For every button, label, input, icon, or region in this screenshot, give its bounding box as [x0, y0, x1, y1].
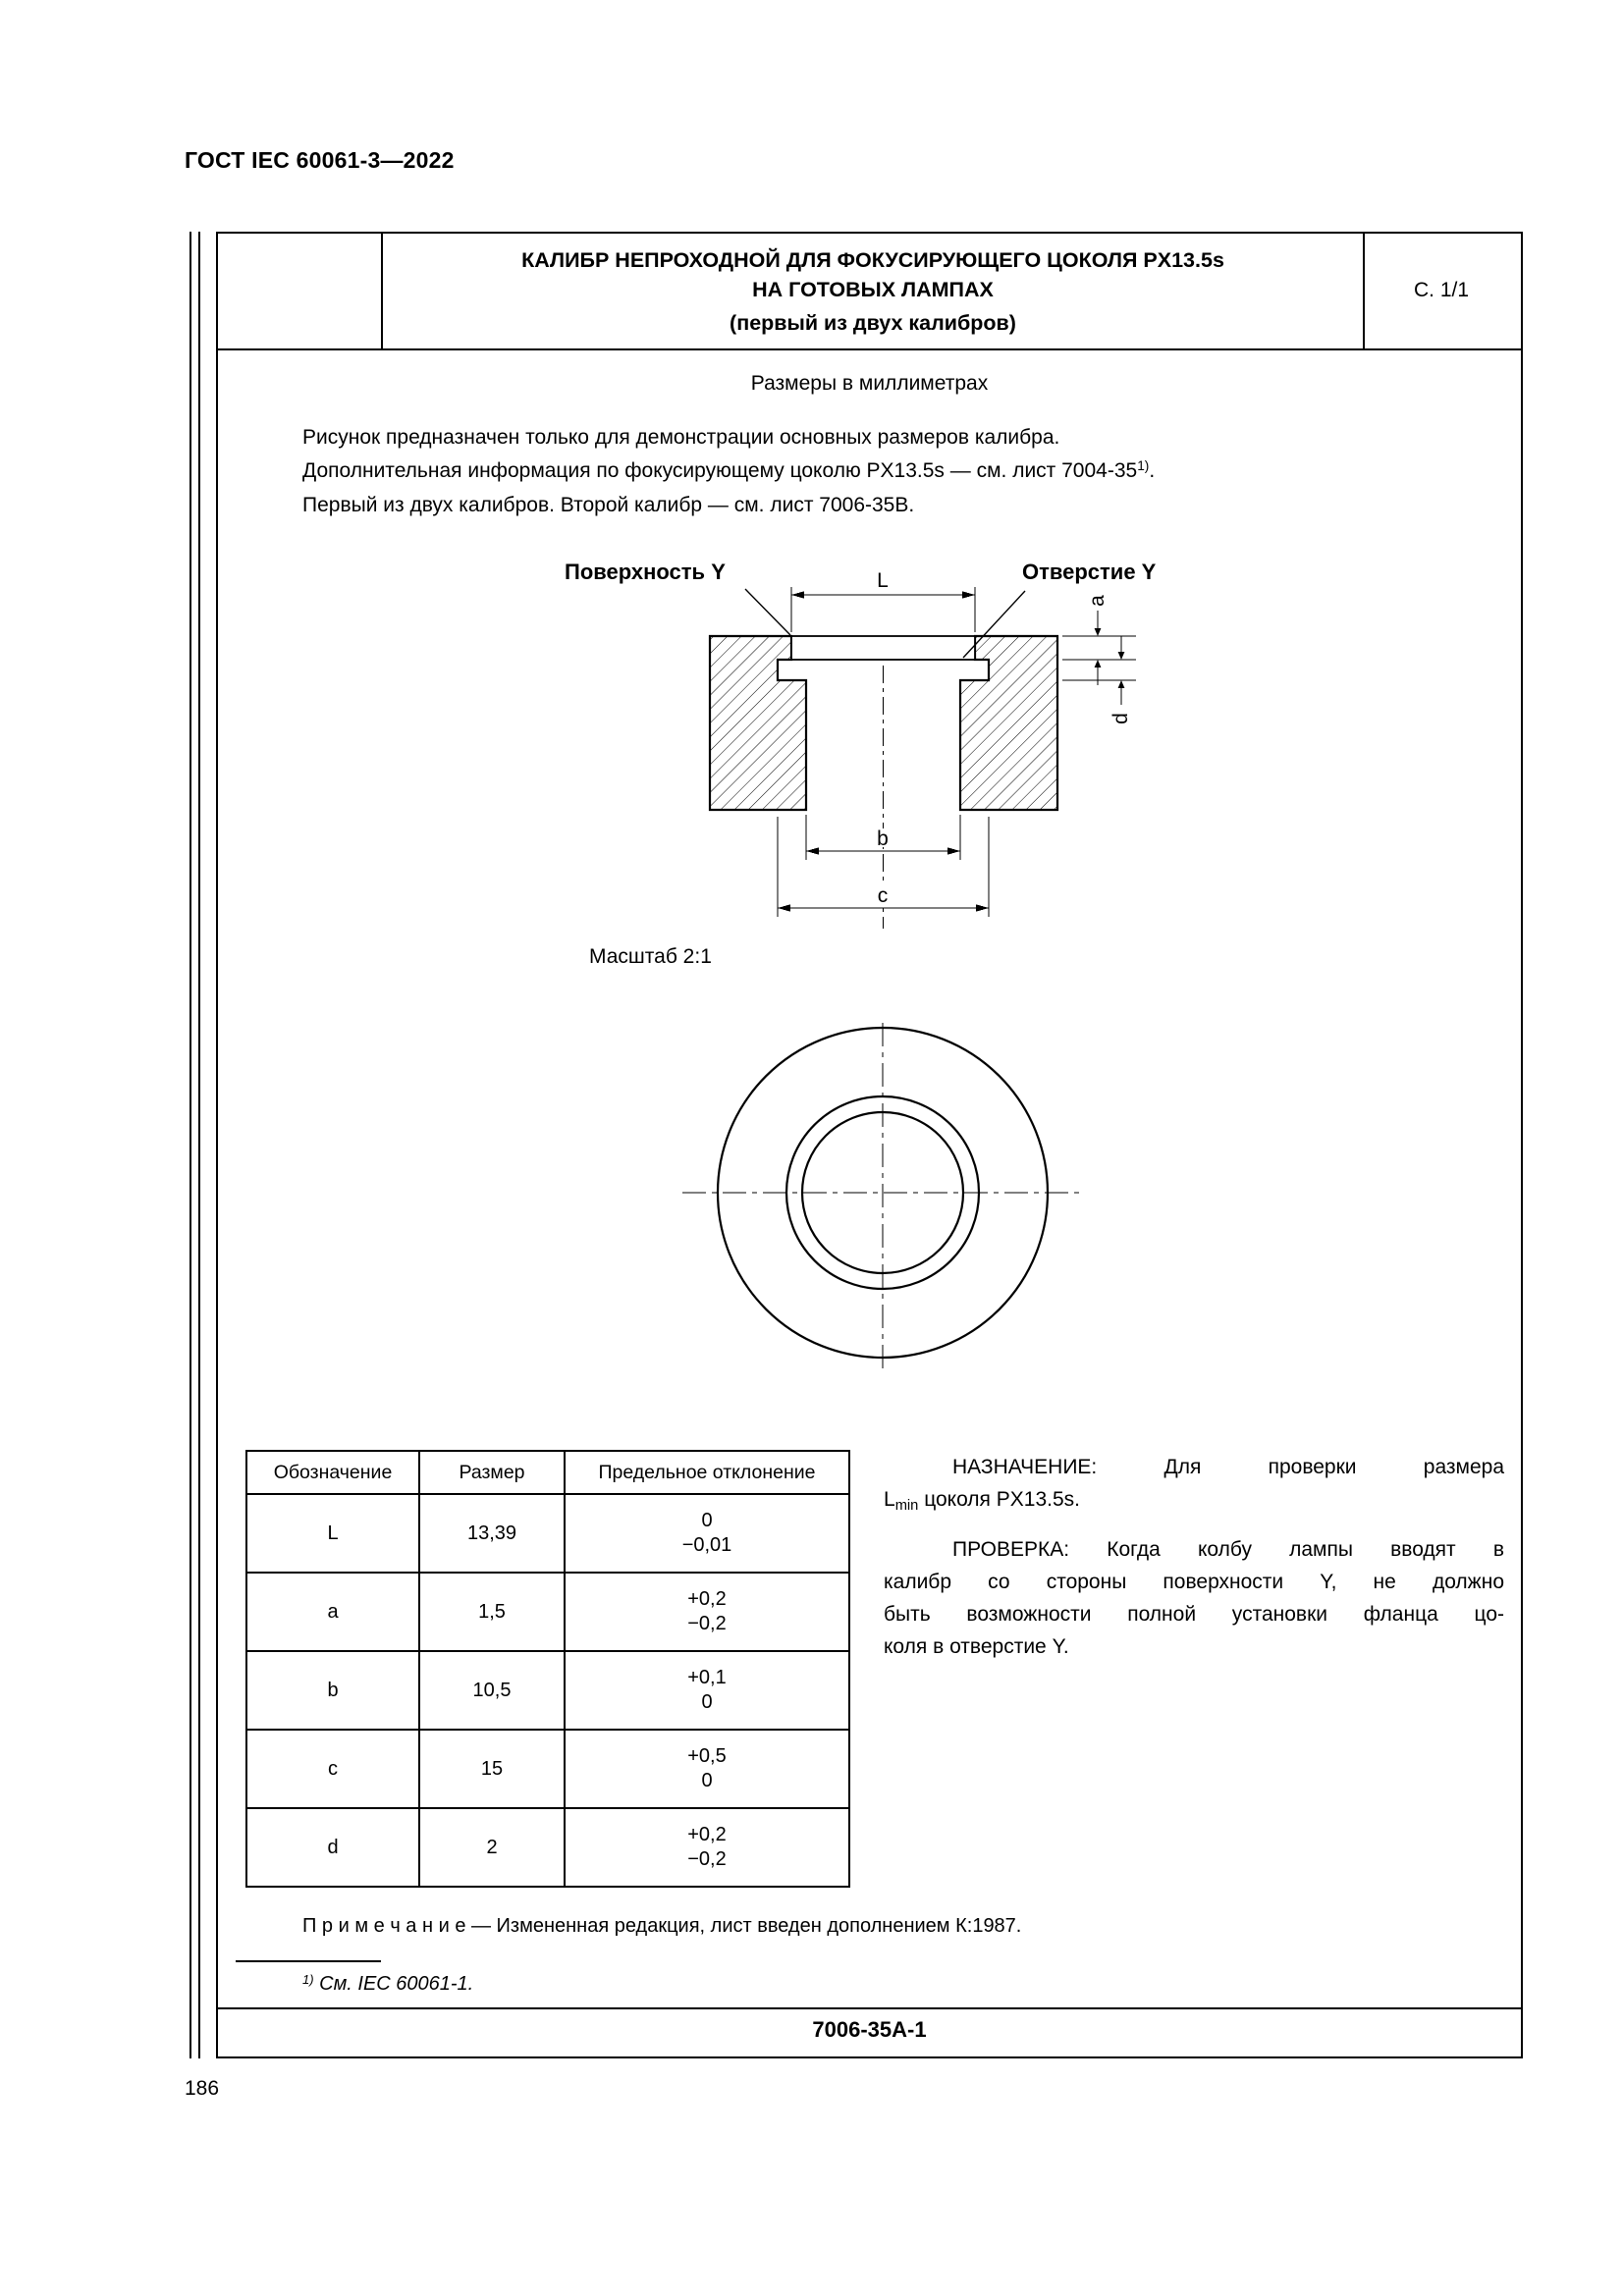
right-extension-lines [1062, 636, 1136, 680]
purpose-L-subscript: min [894, 1498, 919, 1515]
col-header-symbol: Обозначение [246, 1451, 419, 1494]
check-line4: коля в отверстие Y. [884, 1635, 1069, 1658]
table-header-row [246, 1451, 849, 1494]
deviation-lower: 0 [701, 1770, 713, 1791]
deviation-lower: −0,2 [687, 1848, 727, 1870]
cell-deviation [565, 1651, 849, 1730]
dim-label-a: a [1086, 595, 1109, 607]
sheet-title-line2: НА ГОТОВЫХ ЛАМПАХ [752, 278, 994, 301]
footnote [302, 1973, 473, 1996]
dimension-d [1118, 636, 1125, 705]
dim-label-c: c [877, 884, 889, 907]
footnote-rule [236, 1960, 381, 1962]
cell-deviation [565, 1573, 849, 1651]
table-row [246, 1730, 849, 1808]
cross-section-drawing [550, 550, 1159, 942]
deviation-upper: +0,2 [687, 1588, 727, 1610]
deviation-lower: −0,2 [687, 1613, 727, 1634]
col-header-deviation: Предельное отклонение [565, 1451, 849, 1494]
check-line2: калибр со стороны поверхности Y, не должно [884, 1571, 1504, 1593]
table-row [246, 1808, 849, 1887]
purpose-line2 [884, 1483, 1504, 1519]
table-row [246, 1494, 849, 1573]
top-view-centerlines [682, 1023, 1085, 1374]
sheet-title-line3: (первый из двух калибров) [730, 311, 1016, 335]
intro-line1: Рисунок предназначен только для демонстрации основных размеров калибра. [302, 426, 1060, 449]
cell-symbol: b [246, 1651, 419, 1730]
units-note: Размеры в миллиметрах [750, 372, 989, 395]
hole-Y-label: Отверстие Y [1022, 560, 1157, 584]
cell-size: 10,5 [419, 1651, 565, 1730]
dim-label-d: d [1109, 713, 1132, 724]
purpose-line2-rest: цоколя PX13.5s. [918, 1488, 1080, 1511]
deviation-lower: 0 [701, 1691, 713, 1713]
dimension-a [1095, 611, 1102, 685]
cell-deviation [565, 1494, 849, 1573]
form-left-double-line-inner [198, 232, 200, 2058]
cell-symbol: d [246, 1808, 419, 1887]
check-line1: ПРОВЕРКА: Когда колбу лампы вводят в [952, 1538, 1504, 1561]
check-paragraph [884, 1533, 1504, 1663]
cell-symbol: c [246, 1730, 419, 1808]
purpose-L: L [884, 1488, 895, 1511]
sheet-title [385, 245, 1361, 338]
title-block-divider-left [381, 234, 383, 348]
dim-label-b: b [877, 828, 889, 850]
dim-label-L: L [877, 569, 889, 592]
page-number: 186 [185, 2077, 220, 2100]
title-block-bottom-line [218, 348, 1521, 350]
cell-deviation [565, 1730, 849, 1808]
purpose-line1: НАЗНАЧЕНИЕ: Для проверки размера [952, 1456, 1504, 1478]
cell-size: 15 [419, 1730, 565, 1808]
intro-line2 [302, 454, 1225, 490]
table-row [246, 1573, 849, 1651]
document-reference: ГОСТ IEC 60061-3—2022 [185, 147, 455, 173]
intro-line2-period: . [1149, 458, 1156, 482]
revision-note: П р и м е ч а н и е — Измененная редакция, лист введен дополнением К:1987. [302, 1915, 1022, 1937]
cell-size: 13,39 [419, 1494, 565, 1573]
check-line3: быть возможности полной установки фланца цо- [884, 1603, 1504, 1626]
footnote-reference-mark: 1) [1137, 457, 1150, 473]
sheet-reference-number: 7006-35A-1 [812, 2017, 927, 2042]
dimension-L [791, 587, 975, 632]
cell-deviation [565, 1808, 849, 1887]
surface-Y-label: Поверхность Y [565, 560, 726, 584]
sheet-counter: С. 1/1 [1413, 279, 1470, 301]
form-left-double-line-outer [189, 232, 191, 2058]
intro-line3: Первый из двух калибров. Второй калибр — см. лист 7006-35B. [302, 494, 915, 516]
deviation-upper: +0,1 [687, 1667, 727, 1688]
footnote-text: См. IEC 60061-1. [313, 1973, 474, 1995]
cell-symbol: L [246, 1494, 419, 1573]
deviation-lower: −0,01 [681, 1534, 732, 1556]
intro-paragraph [302, 421, 1225, 522]
sheet-title-line1: КАЛИБР НЕПРОХОДНОЙ ДЛЯ ФОКУСИРУЮЩЕГО ЦОКОЛЯ PX13.5s [521, 248, 1224, 272]
cell-size: 1,5 [419, 1573, 565, 1651]
col-header-size: Размер [419, 1451, 565, 1494]
cell-size: 2 [419, 1808, 565, 1887]
gauge-body-right-section [960, 636, 1057, 810]
footnote-mark: 1) [302, 1971, 314, 1987]
top-view-drawing [668, 1009, 1100, 1384]
gauge-body-left-section [710, 636, 806, 810]
table-row [246, 1651, 849, 1730]
dimension-table [245, 1450, 850, 1888]
hole-Y-opening [791, 636, 975, 660]
cell-symbol: a [246, 1573, 419, 1651]
footer-row-line [218, 2007, 1521, 2009]
intro-line2-text: Дополнительная информация по фокусирующему цоколю PX13.5s — см. лист 7004-35 [302, 458, 1138, 482]
deviation-upper: +0,5 [687, 1745, 727, 1767]
description-block [884, 1451, 1504, 1663]
surface-Y-leader [745, 589, 790, 635]
deviation-upper: +0,2 [687, 1824, 727, 1845]
scale-note: Масштаб 2:1 [589, 945, 712, 968]
deviation-upper: 0 [701, 1510, 713, 1531]
